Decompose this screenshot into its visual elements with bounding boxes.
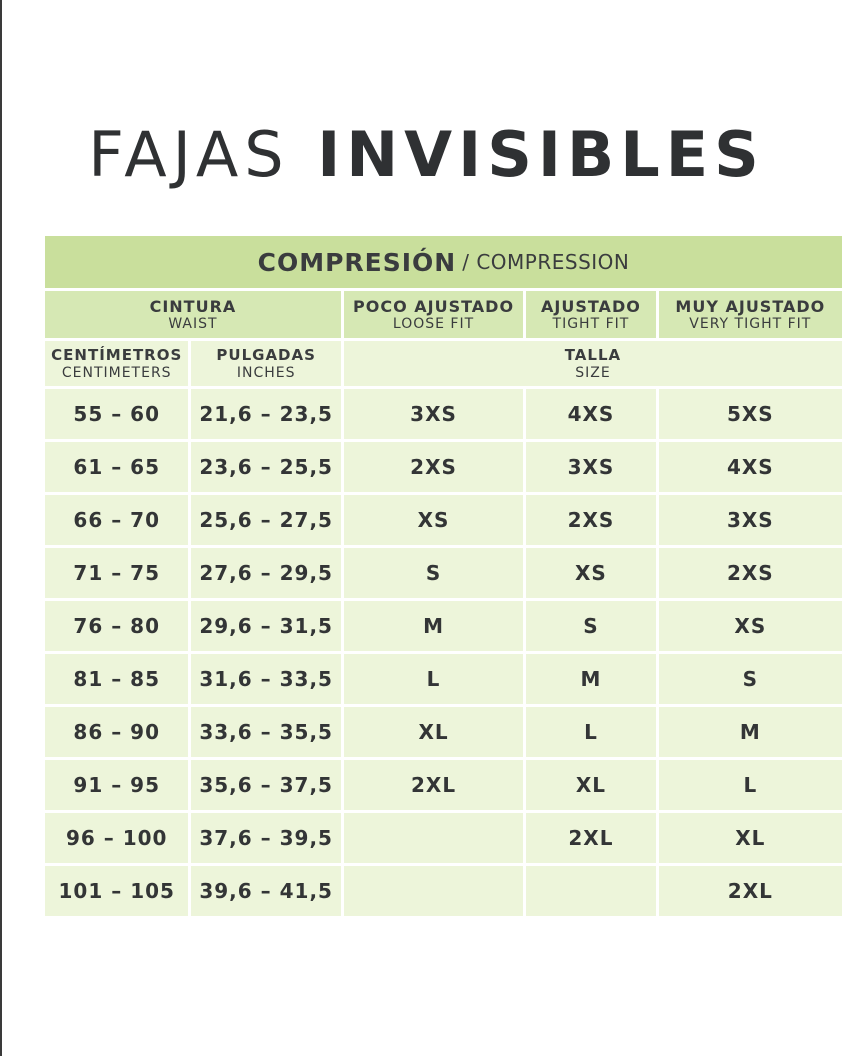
cell-waist-inches: 27,6 – 29,5 <box>191 548 340 598</box>
inches-label: PULGADAS <box>216 345 316 364</box>
cell-waist-cm: 101 – 105 <box>45 866 188 916</box>
table-row <box>45 813 842 863</box>
cell-size-very-tight-fit: 3XS <box>659 495 842 545</box>
cell-size-very-tight-fit: 5XS <box>659 389 842 439</box>
cell-size-very-tight-fit: 4XS <box>659 442 842 492</box>
cell-waist-inches: 21,6 – 23,5 <box>191 389 340 439</box>
cell-size-very-tight-fit: M <box>659 707 842 757</box>
size-label-en: SIZE <box>575 364 611 381</box>
cell-size-loose-fit: 2XS <box>344 442 523 492</box>
cell-size-tight-fit: M <box>526 654 656 704</box>
col-header-tight-fit <box>526 291 656 338</box>
centimeters-label-en: CENTIMETERS <box>61 364 172 381</box>
cell-size-loose-fit: 2XL <box>344 760 523 810</box>
cell-size-very-tight-fit: XS <box>659 601 842 651</box>
subheader-size <box>344 341 842 386</box>
tight-fit-label: AJUSTADO <box>541 296 641 316</box>
cell-waist-inches: 23,6 – 25,5 <box>191 442 340 492</box>
cell-waist-cm: 61 – 65 <box>45 442 188 492</box>
cell-size-tight-fit <box>526 866 656 916</box>
table-row <box>45 866 842 916</box>
inches-label-en: INCHES <box>236 364 296 381</box>
cell-size-very-tight-fit: S <box>659 654 842 704</box>
cell-size-very-tight-fit: 2XS <box>659 548 842 598</box>
cell-size-very-tight-fit: XL <box>659 813 842 863</box>
cell-waist-inches: 39,6 – 41,5 <box>191 866 340 916</box>
cell-waist-inches: 37,6 – 39,5 <box>191 813 340 863</box>
cell-waist-inches: 35,6 – 37,5 <box>191 760 340 810</box>
cell-waist-inches: 25,6 – 27,5 <box>191 495 340 545</box>
table-row <box>45 760 842 810</box>
compression-label-en: / COMPRESSION <box>462 250 630 274</box>
cell-size-loose-fit: XL <box>344 707 523 757</box>
cell-size-loose-fit: 3XS <box>344 389 523 439</box>
tight-fit-label-en: TIGHT FIT <box>552 315 630 332</box>
cell-waist-cm: 55 – 60 <box>45 389 188 439</box>
cell-waist-cm: 86 – 90 <box>45 707 188 757</box>
table-body <box>45 389 842 916</box>
very-tight-fit-label: MUY AJUSTADO <box>675 296 826 316</box>
col-header-waist <box>45 291 341 338</box>
column-header-row <box>45 291 842 338</box>
compression-header <box>45 236 842 288</box>
title-light: FAJAS <box>88 118 290 191</box>
cell-size-tight-fit: XL <box>526 760 656 810</box>
cell-size-loose-fit: S <box>344 548 523 598</box>
loose-fit-label: POCO AJUSTADO <box>353 296 515 316</box>
subheader-inches <box>191 341 340 386</box>
compression-label: COMPRESIÓN <box>257 247 457 277</box>
page-title <box>0 118 853 191</box>
cell-waist-cm: 66 – 70 <box>45 495 188 545</box>
cell-size-loose-fit <box>344 866 523 916</box>
table-row <box>45 442 842 492</box>
cell-size-tight-fit: 2XL <box>526 813 656 863</box>
subheader-centimeters <box>45 341 188 386</box>
centimeters-label: CENTÍMETROS <box>51 345 183 364</box>
cell-size-tight-fit: L <box>526 707 656 757</box>
cell-size-very-tight-fit: 2XL <box>659 866 842 916</box>
cell-size-very-tight-fit: L <box>659 760 842 810</box>
cell-waist-cm: 91 – 95 <box>45 760 188 810</box>
col-header-loose-fit <box>344 291 523 338</box>
very-tight-fit-label-en: VERY TIGHT FIT <box>689 315 812 332</box>
table-row <box>45 707 842 757</box>
cell-size-tight-fit: XS <box>526 548 656 598</box>
loose-fit-label-en: LOOSE FIT <box>392 315 475 332</box>
cell-size-loose-fit <box>344 813 523 863</box>
cell-waist-cm: 76 – 80 <box>45 601 188 651</box>
cell-size-loose-fit: XS <box>344 495 523 545</box>
table-row <box>45 601 842 651</box>
cell-waist-inches: 31,6 – 33,5 <box>191 654 340 704</box>
col-header-very-tight-fit <box>659 291 842 338</box>
waist-label: CINTURA <box>149 296 237 316</box>
table-row <box>45 495 842 545</box>
cell-waist-cm: 81 – 85 <box>45 654 188 704</box>
cell-size-tight-fit: 2XS <box>526 495 656 545</box>
cell-size-loose-fit: M <box>344 601 523 651</box>
cell-waist-inches: 33,6 – 35,5 <box>191 707 340 757</box>
cell-waist-inches: 29,6 – 31,5 <box>191 601 340 651</box>
cell-size-tight-fit: S <box>526 601 656 651</box>
size-label: TALLA <box>564 345 622 364</box>
table-row <box>45 389 842 439</box>
cell-waist-cm: 71 – 75 <box>45 548 188 598</box>
title-bold: INVISIBLES <box>317 118 765 191</box>
size-table <box>45 236 842 919</box>
table-row <box>45 548 842 598</box>
cell-size-loose-fit: L <box>344 654 523 704</box>
subheader-row <box>45 341 842 386</box>
cell-size-tight-fit: 3XS <box>526 442 656 492</box>
cell-size-tight-fit: 4XS <box>526 389 656 439</box>
cell-waist-cm: 96 – 100 <box>45 813 188 863</box>
table-row <box>45 654 842 704</box>
waist-label-en: WAIST <box>168 315 218 332</box>
